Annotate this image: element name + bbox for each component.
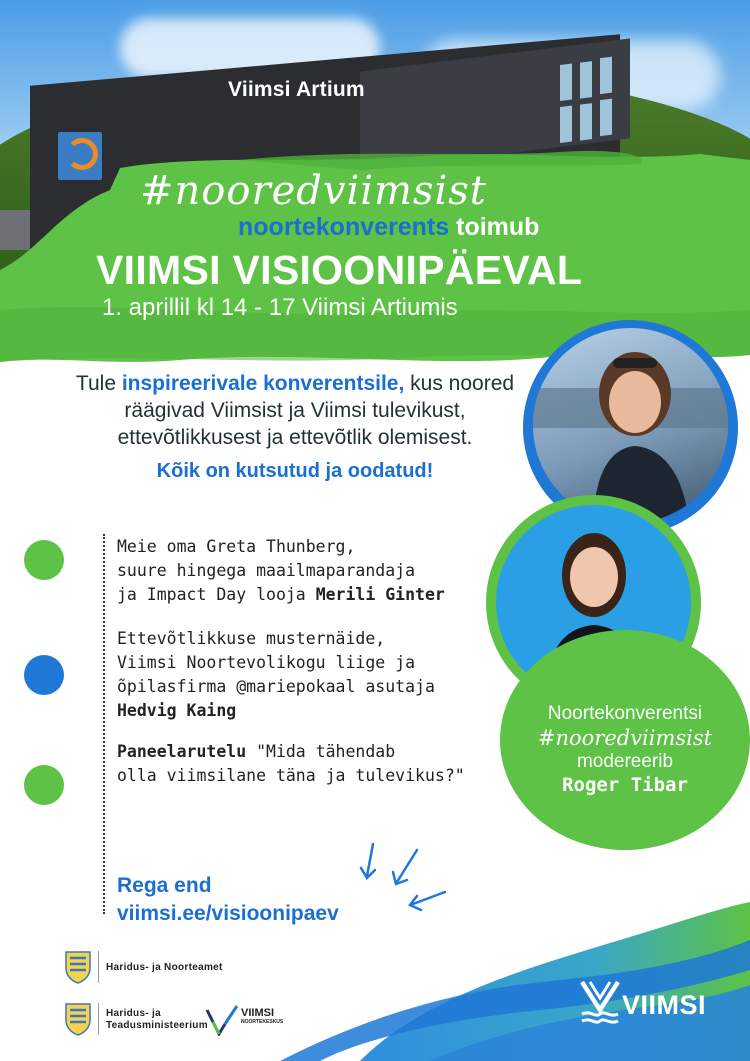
window [600,57,612,94]
moderator-text [505,703,745,797]
youth-center-logo-icon [205,1004,241,1036]
viimsi-logo-text: VIIMSI [622,990,707,1020]
panel-discussion [117,740,517,788]
ministry-logo-text: Haridus- ja Teadusministeerium [106,1008,208,1031]
speaker-name: Hedvig Kaing [117,701,237,720]
moderator-name: Roger Tibar [562,774,688,796]
logo-divider [98,1003,99,1035]
moderator-hashtag: #nooredviimsist [537,726,713,750]
speaker-name: Merili Ginter [315,585,445,604]
youth-center-logo-text: VIIMSI NOORTEKESKUS [241,1007,284,1025]
moderator-line: modereerib [576,751,674,772]
building-sign: Viimsi Artium [228,78,365,101]
agency-logo-text: Haridus- ja Noorteamet [106,962,223,973]
intro-emphasis: inspireerivale konverentsile, [121,372,405,395]
window [560,64,572,101]
event-date: 1. aprillil kl 14 - 17 Viimsi Artiumis [102,294,458,321]
timeline-divider [103,534,105,914]
welcome-text: Kõik on kutsutud ja oodatud! [156,460,434,482]
speaker-line: ja Impact Day looja Merili Ginter [117,585,445,604]
subtitle [238,213,539,242]
estonian-crest-icon [64,1002,92,1036]
hashtag-heading: #nooredviimsist [140,168,487,214]
speaker-line: suure hingega maailmaparandaja [117,561,416,580]
speaker-merili [117,535,517,607]
speaker-line: õpilasfirma @mariepokaal asutaja [117,677,435,696]
bullet-dot [24,540,64,580]
subtitle-accent: noortekonverents [238,213,450,241]
page-title: VIIMSI VISIOONIPÄEVAL [96,247,583,293]
speaker-line: Ettevõtlikkuse musternäide, [117,629,386,648]
intro-text: kus noored räägivad Viimsist ja Viimsi tulevikust, ettevõtlikkusest ja ettevõtlik olemisest. [117,372,515,449]
speaker-line: olla viimsilane täna ja tulevikus?" [117,766,465,785]
estonian-crest-icon [64,950,92,984]
speaker-line: Paneelarutelu "Mida tähendab [117,742,396,761]
bullet-dot [24,765,64,805]
window [600,99,612,136]
registration-label: Rega end [117,874,212,897]
person-icon [533,328,728,523]
moderator-line: Noortekonverentsi [547,703,703,724]
window [580,61,592,98]
bullet-dot [24,655,64,695]
logo-divider [98,951,99,983]
panel-label: Paneelarutelu [117,742,247,761]
registration-link[interactable]: viimsi.ee/visioonipaev [117,902,339,925]
intro-text: Tule [75,372,122,395]
window [580,103,592,140]
speaker-line: Viimsi Noortevolikogu liige ja [117,653,416,672]
window [560,106,572,143]
speaker-hedvig [117,627,517,723]
subtitle-rest: toimub [449,213,540,241]
intro-paragraph [50,370,540,451]
viimsi-municipality-logo-icon [580,980,620,1024]
speaker-photo-1 [533,328,728,523]
speaker-line: Meie oma Greta Thunberg, [117,537,356,556]
